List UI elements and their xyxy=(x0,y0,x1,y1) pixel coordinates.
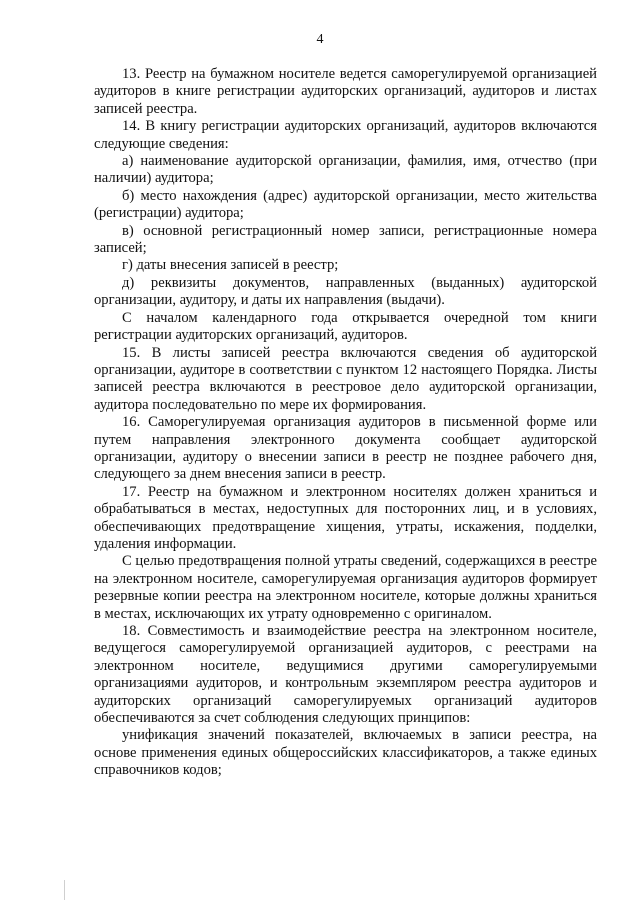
document-body xyxy=(94,66,597,780)
scan-edge-mark xyxy=(64,880,65,900)
paragraph-16: 16. Саморегулируемая организация аудиторов в письменной форме или путем направления электронного документа сообщает аудиторской организации, аудитору о внесении записи в реестр не позднее рабочего дня, следующего за днем внесения записи в реестр. xyxy=(94,414,597,483)
paragraph-14: 14. В книгу регистрации аудиторских организаций, аудиторов включаются следующие сведения: xyxy=(94,118,597,152)
list-item-a: а) наименование аудиторской организации, фамилия, имя, отчество (при наличии) аудитора; xyxy=(94,153,597,187)
paragraph-new-volume: С началом календарного года открывается очередной том книги регистрации аудиторских организаций, аудиторов. xyxy=(94,309,597,344)
paragraph-13: 13. Реестр на бумажном носителе ведется саморегулируемой организацией аудиторов в книге регистрации аудиторских организаций, аудиторов и листах записей реестра. xyxy=(94,66,597,117)
list-item-g: г) даты внесения записей в реестр; xyxy=(122,257,339,274)
page-number: 4 xyxy=(316,32,324,47)
paragraph-17: 17. Реестр на бумажном и электронном носителях должен храниться и обрабатываться в местах, недоступных для посторонних лиц, и в условиях, обеспечивающих предотвращение хищения, утраты, искажения, подделки, удаления информации. xyxy=(94,483,597,552)
paragraph-15: 15. В листы записей реестра включаются сведения об аудиторской организации, аудиторе в соответствии с пунктом 12 настоящего Порядка. Листы записей реестра включаются в реестровое дело аудиторской организации, аудитора последовательно по мере их формирования. xyxy=(94,344,597,413)
paragraph-18: 18. Совместимость и взаимодействие реестра на электронном носителе, ведущегося саморегулируемой организацией аудиторов, с реестрами на электронном носителе, ведущимися другими саморегулируемыми организациями аудиторов, и контрольным экземпляром реестра аудиторов и аудиторских организаций саморегулируемых организаций аудиторов обеспечиваются за счет соблюдения следующих принципов: xyxy=(94,623,597,727)
paragraph-backup: С целью предотвращения полной утраты сведений, содержащихся в реестре на электронном носителе, саморегулируемая организация аудиторов формирует резервные копии реестра на электронном носителе, которые должны храниться в местах, исключающих их утрату одновременно с оригиналом. xyxy=(94,553,597,622)
list-item-b: б) место нахождения (адрес) аудиторской организации, место жительства (регистрации) аудитора; xyxy=(94,187,597,222)
list-item-d: д) реквизиты документов, направленных (выданных) аудиторской организации, аудитору, и даты их направления (выдачи). xyxy=(94,274,597,309)
principle-unification: унификация значений показателей, включаемых в записи реестра, на основе применения единых общероссийских классификаторов, а также единых справочников кодов; xyxy=(94,727,597,779)
list-item-v: в) основной регистрационный номер записи, регистрационные номера записей; xyxy=(94,222,597,257)
